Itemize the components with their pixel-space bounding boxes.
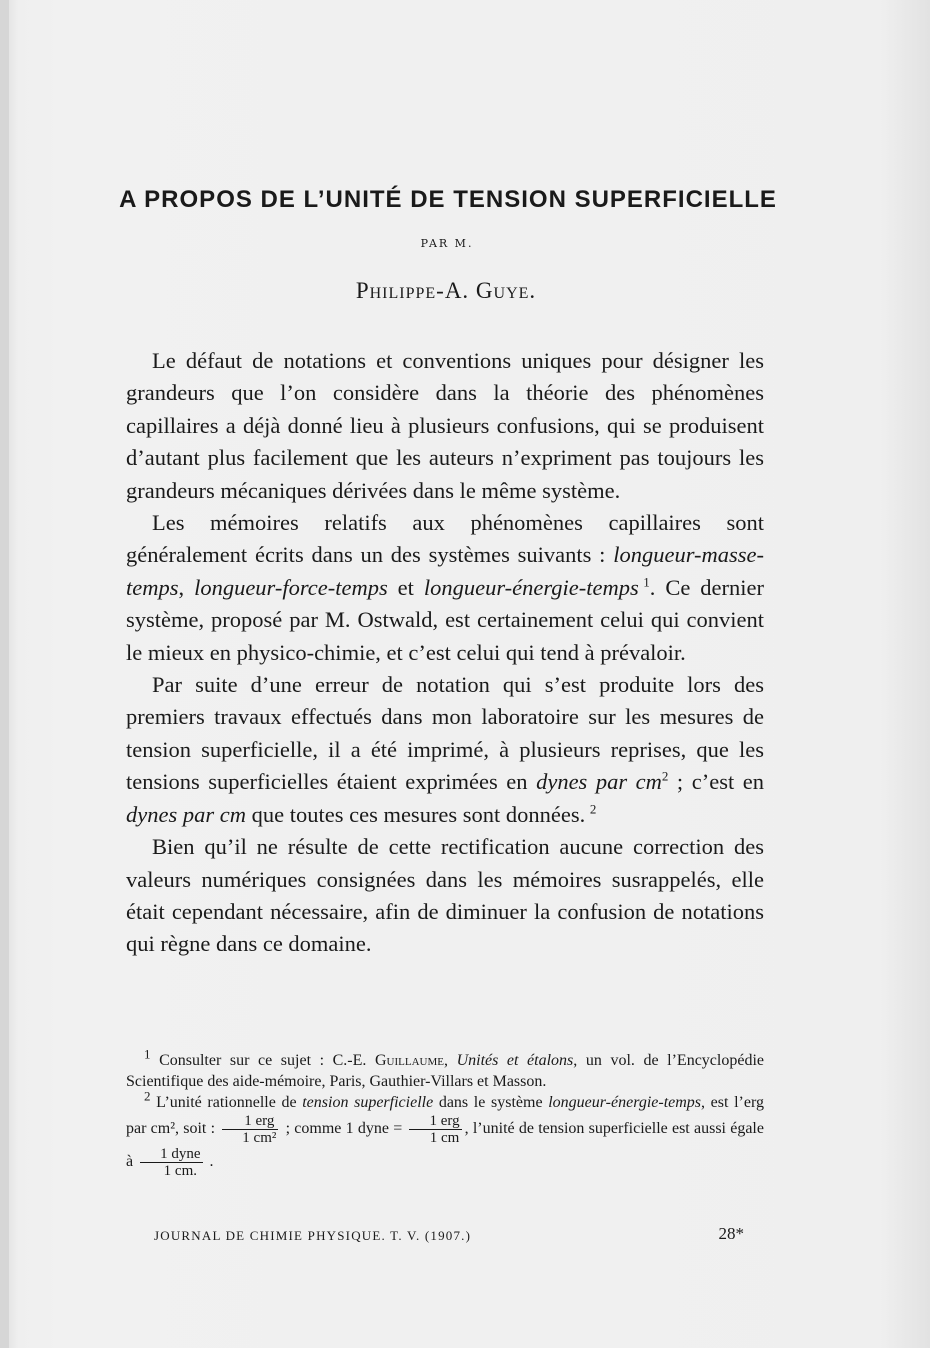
text: , xyxy=(443,1052,457,1069)
numerator: 1 erg xyxy=(409,1113,461,1130)
text: . Ce dernier système, proposé par M. Ostwald, est certainement celui qui convient le mieux en physico-chimie, et c’est celui qui tend à prévaloir. xyxy=(126,574,764,665)
fraction-erg-per-cm xyxy=(409,1113,461,1146)
text: Par suite d’une erreur de notation qui s’est produite lors des premiers travaux effectués dans mon laboratoire sur les mesures de tension superficielle, il a été imprimé, à plusieurs reprises, que les tensions superficielles étaient exprimées en xyxy=(126,672,764,795)
footnote-ref-1[interactable]: 1 xyxy=(643,574,650,590)
footnotes xyxy=(126,1046,765,1179)
superscript: 2 xyxy=(661,768,669,784)
author-name: Philippe-A. Guye. xyxy=(355,278,537,303)
text: ; comme 1 dyne = xyxy=(281,1120,407,1138)
fraction-erg-per-cm2 xyxy=(222,1113,278,1146)
text: , est l’erg par cm², soit : xyxy=(126,1094,765,1138)
text: ; c’est en xyxy=(668,769,764,795)
text: Les mémoires relatifs aux phénomènes capillaires sont généralement écrits dans un des systèmes suivants : xyxy=(126,510,764,568)
cited-author: Guillaume xyxy=(374,1052,444,1069)
text: , xyxy=(178,574,195,600)
text: que toutes ces mesures sont données. xyxy=(245,801,586,827)
paragraph-2 xyxy=(126,507,764,669)
fraction-dyne-per-cm xyxy=(140,1146,202,1179)
article-body xyxy=(126,345,764,961)
denominator: 1 cm xyxy=(429,1130,460,1146)
text: , l’unité de tension superficielle est aussi égale à xyxy=(126,1120,764,1171)
emphasis: longueur-masse-temps xyxy=(126,542,764,600)
paragraph-3 xyxy=(126,669,764,831)
paragraph-4: Bien qu’il ne résulte de cette rectification aucune correction des valeurs numériques consignées dans les mémoires susrappelés, elle était cependant nécessaire, afin de diminuer la confusion de notations qui règne dans ce domaine. xyxy=(126,834,764,957)
emphasis: longueur-énergie-temps xyxy=(423,574,639,600)
page-number: 28* xyxy=(718,1224,744,1243)
footnote-mark: 1 xyxy=(144,1046,151,1062)
text: L’unité rationnelle de xyxy=(150,1094,303,1111)
byline-prefix: PAR M. xyxy=(420,237,474,250)
numerator: 1 dyne xyxy=(140,1146,202,1163)
footnote-ref-2[interactable]: 2 xyxy=(589,801,597,817)
text: dans le système xyxy=(433,1094,549,1111)
text: , un vol. de l’Encyclopédie Scientifique des aide-mémoire, Paris, Gauthier-Villars et Masson. xyxy=(126,1052,764,1090)
paragraph-1: Le défaut de notations et conventions uniques pour désigner les grandeurs que l’on considère dans la théorie des phénomènes capillaires a déjà donné lieu à plusieurs confusions, qui se produisent d’autant plus facilement que les auteurs n’expriment pas toujours les grandeurs mécaniques dérivées dans le même système. xyxy=(126,348,764,503)
emphasis: longueur-énergie-temps xyxy=(548,1094,702,1111)
text: Consulter sur ce sujet : C.-E. xyxy=(150,1052,375,1069)
denominator: 1 cm. xyxy=(163,1163,197,1179)
emphasis: tension superficielle xyxy=(302,1094,434,1111)
footnote-1 xyxy=(126,1046,764,1092)
journal-citation: JOURNAL DE CHIMIE PHYSIQUE. T. V. (1907.) xyxy=(154,1228,472,1243)
cited-title: Unités et étalons xyxy=(456,1052,574,1069)
numerator: 1 erg xyxy=(222,1113,278,1130)
text: et xyxy=(387,574,424,600)
footnote-2 xyxy=(126,1088,765,1179)
denominator: 1 cm² xyxy=(242,1130,277,1146)
text: . xyxy=(205,1153,214,1171)
emphasis: longueur-force-temps xyxy=(194,574,388,600)
emphasis: dynes par cm xyxy=(536,769,662,795)
footnote-mark: 2 xyxy=(144,1088,151,1104)
emphasis: dynes par cm xyxy=(126,801,246,827)
article-title: A PROPOS DE L’UNITÉ DE TENSION SUPERFICIELLE xyxy=(119,186,777,213)
